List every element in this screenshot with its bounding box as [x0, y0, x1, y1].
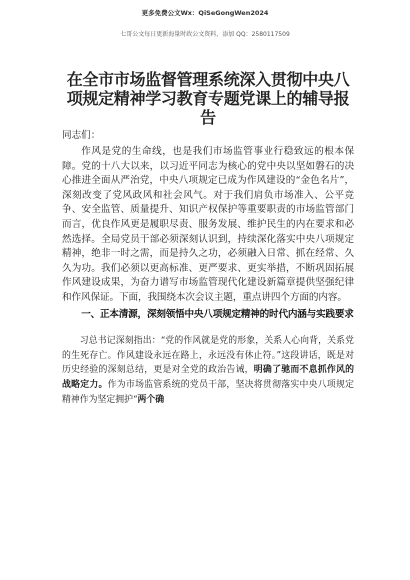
document-title: 在全市市场监督管理系统深入贯彻中央八项规定精神学习教育专题党课上的辅导报告 — [66, 70, 350, 127]
document-body — [62, 70, 354, 407]
promo-header-line: 更多免费公文Wx：QiSeGongWen2024 — [141, 9, 269, 17]
section1-paragraph — [62, 334, 354, 407]
promo-subheader-line: 七哥公文每日更新海量时政公文资料，添加 QQ：2580117509 — [120, 31, 290, 38]
section-heading-1: 一、正本清源，深刻领悟中央八项规定精神的时代内涵与实践要求 — [81, 308, 354, 320]
paragraph-mid-text: 作为市场监管系统的党员干部，坚决将贯彻落实中央八项规定精神作为坚定拥护“ — [62, 379, 355, 405]
greeting: 同志们： — [62, 130, 101, 141]
paragraph-lead-text: 习总书记深刻指出：“党的作风就是党的形象，关系人心向背，关系党的生死存亡。作风建设永远在路上，永远没有休止符。”这段讲话，既是对历史经验的深刻总结，更是对全党的政治告诫， — [62, 336, 354, 376]
paragraph-bold-text: 明确了驰而不息抓作风的战略定力。 — [62, 365, 355, 390]
paragraph-bold-tail: 两个确 — [137, 394, 165, 405]
intro-paragraph: 作风是党的生命线，也是我们市场监管事业行稳致远的根本保障。党的十八大以来，以习近平同志为核心的党中央以坚如磐石的决心推进全面从严治党，中央八项规定已成为作风建设的“金色名片”，深刻改变了党风政风和社会风气。对于我们肩负市场准入、公平竞争、安全监管、质量提升、知识产权保护等重要职责的市场监管部门而言，优良作风更是履职尽责、服务发展、维护民生的内在要求和必然选择。全局党员干部必须深刻认识到，持续深化落实中央八项规定精神，绝非一时之需，而是持久之功，必须融入日常、抓在经常、久久为功。我们必须以更高标准、更严要求、更实举措，不断巩固拓展作风建设成果，为奋力谱写市场监管现代化建设新篇章提供坚强纪律和作风保证。下面，我围绕本次会议主题，重点讲四个方面的内容。 — [62, 146, 354, 303]
